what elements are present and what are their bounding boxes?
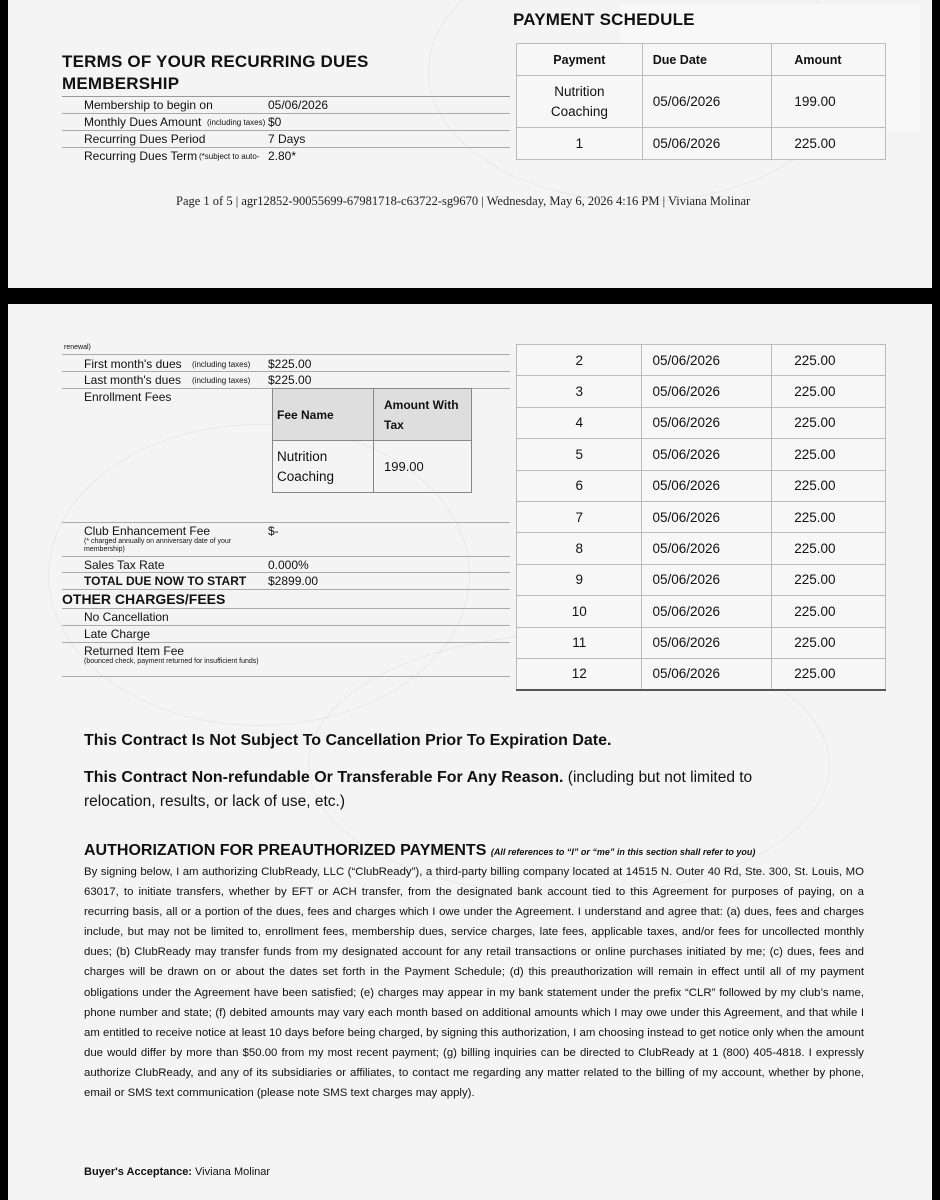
- schedule-due: 05/06/2026: [642, 501, 772, 532]
- authorization-title: AUTHORIZATION FOR PREAUTHORIZED PAYMENTS: [84, 842, 487, 859]
- monthly-dues-note: (including taxes): [207, 118, 266, 127]
- schedule-amount: 225.00: [772, 564, 886, 595]
- schedule-payment: 9: [517, 564, 642, 595]
- schedule-due: 05/06/2026: [642, 345, 772, 376]
- non-refundable-bold: This Contract Non-refundable Or Transferable For Any Reason.: [84, 769, 564, 786]
- schedule-row: [517, 128, 886, 160]
- schedule-payment: 1: [517, 128, 643, 160]
- recurring-term-note: (*subject to auto-: [199, 152, 260, 161]
- schedule-amount: 225.00: [772, 596, 886, 627]
- non-refundable-rest-b: relocation, results, or lack of use, etc.): [84, 793, 346, 810]
- schedule-due: 05/06/2026: [642, 376, 772, 407]
- buyer-acceptance-label: Buyer's Acceptance:: [84, 1166, 192, 1178]
- fee-amount: 199.00: [374, 441, 472, 493]
- payment-schedule-table-p2: [516, 344, 886, 691]
- fee-table-row: [273, 441, 472, 493]
- schedule-header-row: [517, 44, 886, 76]
- row-divider: [62, 354, 510, 355]
- terms-title-line1: TERMS OF YOUR RECURRING DUES: [62, 52, 369, 71]
- schedule-amount: 225.00: [772, 345, 886, 376]
- schedule-due: 05/06/2026: [642, 439, 772, 470]
- schedule-due: 05/06/2026: [642, 658, 772, 689]
- buyer-name: Viviana Molinar: [195, 1166, 271, 1178]
- schedule-row: [517, 533, 886, 564]
- row-divider: [62, 113, 510, 114]
- schedule-due: 05/06/2026: [642, 596, 772, 627]
- row-divider: [62, 371, 510, 372]
- schedule-amount: 199.00: [772, 76, 886, 128]
- enrollment-fee-table: [272, 388, 472, 493]
- schedule-body: [517, 345, 886, 690]
- row-divider: [62, 676, 510, 677]
- schedule-row: [517, 627, 886, 658]
- schedule-amount: 225.00: [772, 533, 886, 564]
- authorization-note: (All references to “I” or “me” in this section shall refer to you): [490, 847, 756, 857]
- returned-item-note: (bounced check, payment returned for insufficient funds): [84, 658, 259, 665]
- no-cancellation-label: No Cancellation: [84, 610, 169, 624]
- schedule-due: 05/06/2026: [642, 627, 772, 658]
- schedule-header-due: Due Date: [642, 44, 772, 76]
- recurring-term-label: Recurring Dues Term: [84, 149, 198, 163]
- last-month-value: $225.00: [268, 373, 312, 387]
- row-divider: [62, 572, 510, 573]
- other-charges-title: OTHER CHARGES/FEES: [62, 591, 226, 607]
- contract-page-1: [8, 0, 932, 288]
- schedule-row: [517, 439, 886, 470]
- schedule-amount: 225.00: [772, 128, 886, 160]
- schedule-payment: 6: [517, 470, 642, 501]
- schedule-amount: 225.00: [772, 376, 886, 407]
- monthly-dues-value: $0: [268, 115, 282, 129]
- schedule-amount: 225.00: [772, 407, 886, 438]
- schedule-amount: 225.00: [772, 658, 886, 689]
- schedule-row: [517, 376, 886, 407]
- schedule-header-payment: Payment: [517, 44, 643, 76]
- monthly-dues-label: Monthly Dues Amount: [84, 115, 202, 129]
- returned-item-label: Returned Item Fee: [84, 644, 185, 658]
- row-divider: [62, 556, 510, 557]
- late-charge-label: Late Charge: [84, 627, 151, 641]
- payment-schedule-table-p1: [516, 43, 886, 160]
- schedule-row: [517, 76, 886, 128]
- schedule-payment: 2: [517, 345, 642, 376]
- schedule-row: [517, 564, 886, 595]
- row-divider: [62, 147, 510, 148]
- sales-tax-label: Sales Tax Rate: [84, 558, 165, 572]
- row-divider: [62, 608, 510, 609]
- club-enhancement-value: $-: [268, 524, 279, 538]
- buyer-acceptance: [84, 1166, 270, 1178]
- enrollment-fees-label: Enrollment Fees: [84, 390, 172, 404]
- row-divider: [62, 642, 510, 643]
- sales-tax-value: 0.000%: [268, 558, 309, 572]
- schedule-payment: 4: [517, 407, 642, 438]
- contract-page-2: [8, 304, 932, 1200]
- row-divider: [62, 625, 510, 626]
- row-divider: [62, 130, 510, 131]
- club-enhancement-label: Club Enhancement Fee: [84, 524, 211, 538]
- schedule-payment: 7: [517, 501, 642, 532]
- fee-table-header: [273, 389, 472, 441]
- schedule-row: [517, 345, 886, 376]
- schedule-amount: 225.00: [772, 501, 886, 532]
- schedule-due: 05/06/2026: [642, 470, 772, 501]
- schedule-amount: 225.00: [772, 470, 886, 501]
- last-month-label: Last month's dues: [84, 373, 182, 387]
- schedule-header-amount: Amount: [772, 44, 886, 76]
- last-month-note: (including taxes): [192, 376, 251, 385]
- schedule-due: 05/06/2026: [642, 76, 772, 128]
- schedule-payment: 12: [517, 658, 642, 689]
- first-month-value: $225.00: [268, 357, 312, 371]
- no-cancellation-notice: This Contract Is Not Subject To Cancellation Prior To Expiration Date.: [84, 732, 612, 749]
- non-refundable-notice: [84, 766, 874, 814]
- terms-rows: [62, 96, 510, 164]
- schedule-row: [517, 501, 886, 532]
- schedule-due: 05/06/2026: [642, 533, 772, 564]
- total-due-value: $2899.00: [268, 574, 319, 588]
- schedule-row: [517, 407, 886, 438]
- schedule-row: [517, 470, 886, 501]
- first-month-note: (including taxes): [192, 360, 251, 369]
- schedule-due: 05/06/2026: [642, 407, 772, 438]
- total-due-label: TOTAL DUE NOW TO START: [84, 574, 247, 588]
- non-refundable-rest-a: (including but not limited to: [563, 769, 753, 786]
- row-divider: [62, 522, 510, 523]
- renewal-note: renewal): [64, 344, 91, 351]
- schedule-payment: 10: [517, 596, 642, 627]
- payment-schedule-title: PAYMENT SCHEDULE: [513, 10, 695, 29]
- page-footer: Page 1 of 5 | agr12852-90055699-67981718-c63722-sg9670 | Wednesday, May 6, 2026 4:16 PM | Viviana Molinar: [176, 194, 751, 208]
- schedule-payment: 8: [517, 533, 642, 564]
- terms-title-line2: MEMBERSHIP: [62, 74, 180, 93]
- schedule-payment: 5: [517, 439, 642, 470]
- membership-begin-label: Membership to begin on: [84, 98, 213, 112]
- recurring-period-label: Recurring Dues Period: [84, 132, 206, 146]
- fee-amount-header: Amount With Tax: [374, 389, 472, 441]
- recurring-period-value: 7 Days: [268, 132, 306, 146]
- schedule-row: [517, 658, 886, 689]
- row-divider: [62, 589, 510, 590]
- membership-begin-value: 05/06/2026: [268, 98, 329, 112]
- authorization-heading: [84, 842, 755, 860]
- schedule-payment: 11: [517, 627, 642, 658]
- first-month-label: First month's dues: [84, 357, 182, 371]
- club-enhancement-note: (* charged annually on anniversary date of your membership): [84, 538, 232, 553]
- schedule-due: 05/06/2026: [642, 564, 772, 595]
- authorization-body: By signing below, I am authorizing ClubReady, LLC (“ClubReady”), a third-party billing company located at 14515 N. Outer 40 Rd, Ste. 300, St. Louis, MO 63017, to initiate transfers, whether by EFT or ACH transfer, from the designated bank account tied to this Agreement for purposes of paying, on a recurring basis, all or a portion of the dues, fees and charges which I owe under the Agreement. I understand and agree that: (a) dues, fees and charges include, but may not be limited to, enrollment fees, membership dues, service charges, late fees, applicable taxes, and/or fees for uncollected monthly dues; (b) ClubReady may transfer funds from my designated account for any retail transactions or online purchases initiated by me; (c) dues, fees and charges will be drawn on or about the dates set forth in the Payment Schedule; (d) this preauthorization will remain in effect until all of my payment obligations under the Agreement have been satisfied; (e) charges may appear in my bank statement under the prefix “CLR” followed by my club’s name, phone number and state; (f) debited amounts may vary each month based on additional amounts which I may owe under this Agreement, and that while I am entitled to receive notice at least 10 days before being charged, by signing this authorization, I am choosing instead to get notice only when the amount due would differ by more than $50.00 from my most recent payment; (g) billing inquiries can be directed to ClubReady at 1 (800) 405-4818. I expressly authorize ClubReady, and any of its subsidiaries or affiliates, to contact me regarding any matter related to the billing of my account, whether by phone, email or SMS text communication (please note SMS text charges may apply).: [84, 866, 864, 1100]
- row-divider: [62, 96, 510, 97]
- recurring-term-value: 2.80*: [268, 149, 297, 163]
- schedule-amount: 225.00: [772, 627, 886, 658]
- schedule-payment: Nutrition Coaching: [517, 76, 643, 128]
- schedule-payment: 3: [517, 376, 642, 407]
- schedule-due: 05/06/2026: [642, 128, 772, 160]
- fee-name: Nutrition Coaching: [273, 441, 374, 493]
- schedule-amount: 225.00: [772, 439, 886, 470]
- fee-name-header: Fee Name: [273, 389, 374, 441]
- schedule-row: [517, 596, 886, 627]
